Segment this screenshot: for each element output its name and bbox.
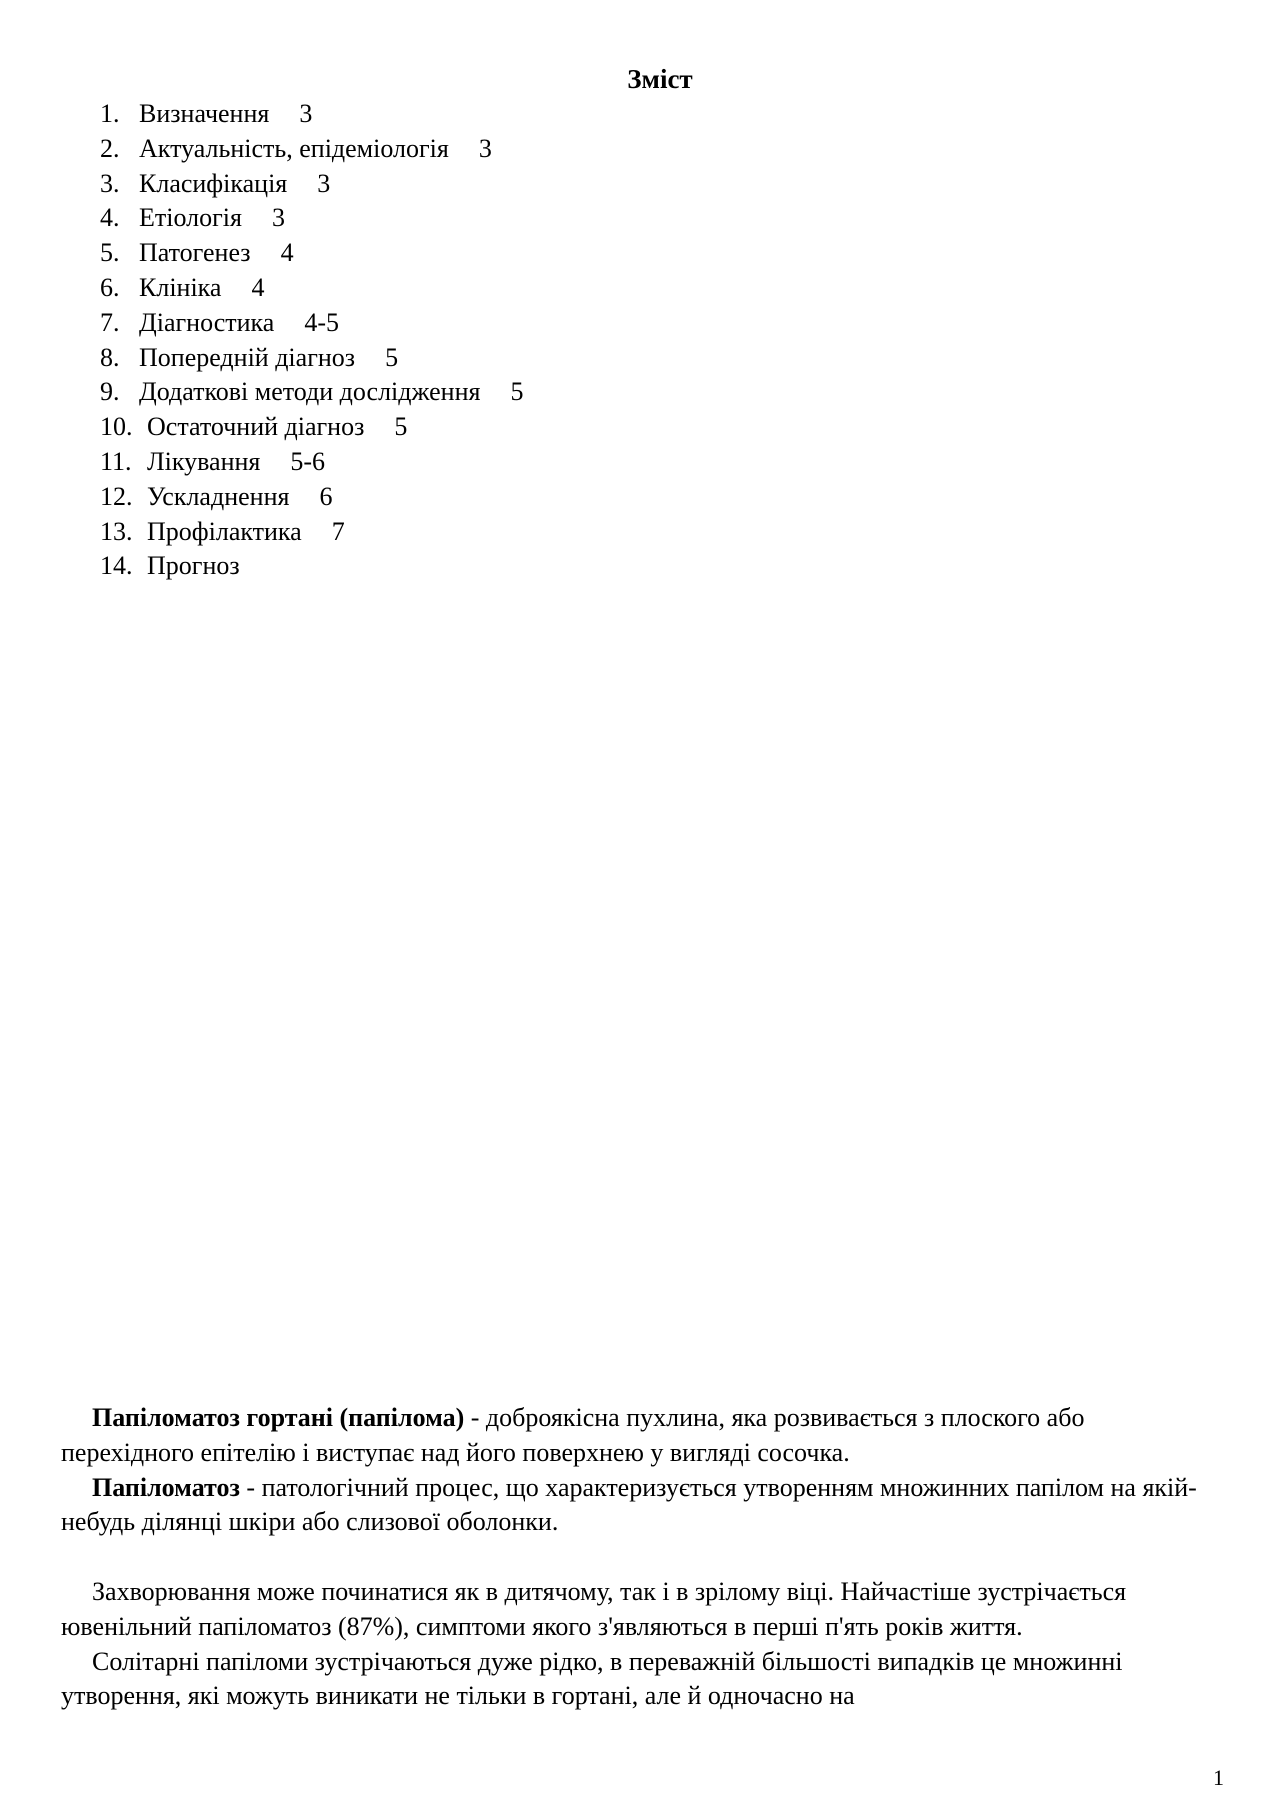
- paragraph-solitary-papillomas: Солітарні папіломи зустрічаються дуже рідко, в переважній більшості випадків це множинні утворення, які можуть виникати не тільки в гортані, але й одночасно на: [61, 1646, 1123, 1711]
- toc-item: [100, 306, 523, 341]
- toc-item-number: 3.: [100, 168, 120, 198]
- toc-item-number: 5.: [100, 238, 120, 268]
- toc-item-page: 3: [271, 203, 285, 233]
- toc-item-label: Визначення: [139, 99, 270, 128]
- paragraph-definition: [61, 1401, 1211, 1471]
- toc-item-page: 3: [299, 99, 313, 128]
- toc-item-number: 2.: [100, 133, 120, 163]
- toc-item-number: 6.: [100, 272, 120, 302]
- document-body: [61, 1401, 1211, 1714]
- toc-item: [100, 341, 523, 376]
- toc-item-page: 5: [385, 342, 399, 372]
- toc-item-label: Класифікація: [139, 168, 288, 198]
- toc-item-page: 7: [331, 516, 345, 546]
- toc-item-label: Остаточний діагноз: [147, 412, 365, 442]
- toc-item: [100, 97, 523, 132]
- toc-item-page: 5: [510, 377, 524, 407]
- toc-item-label: Попередній діагноз: [139, 342, 356, 372]
- toc-item: [100, 201, 523, 236]
- toc-item-number: 7.: [100, 307, 120, 337]
- term-papillomatosis: Папіломатоз: [92, 1472, 240, 1502]
- toc-item-label: Актуальність, епідеміологія: [139, 133, 449, 163]
- page-number: 1: [1213, 1765, 1224, 1790]
- toc-item-label: Лікування: [147, 446, 261, 476]
- toc-item-page: 5: [394, 412, 408, 442]
- papillomatosis-text: - патологічний процес, що характеризується утворенням множинних папілом на якій-небудь ділянці шкіри або слизової оболонки.: [61, 1472, 1197, 1537]
- toc-item-label: Ускладнення: [147, 481, 290, 511]
- toc-item-number: 11.: [100, 446, 132, 476]
- toc-item-page: 4-5: [304, 307, 339, 337]
- toc-item-number: 10.: [100, 412, 133, 442]
- toc-item: [100, 549, 523, 584]
- paragraph-epidemiology: Захворювання може починатися як в дитячому, так і в зрілому віці. Найчастіше зустрічається ювенільний папіломатоз (87%), симптоми якого з'являються в перші п'ять років життя.: [61, 1576, 1127, 1641]
- toc-item-page: 5-6: [290, 446, 326, 476]
- toc-item-number: 12.: [100, 481, 133, 511]
- toc-item: [100, 445, 523, 480]
- definition-text: - доброякісна пухлина, яка розвивається з плоского або перехідного епітелію і виступає над його поверхнею у вигляді сосочка.: [61, 1403, 1085, 1467]
- toc-item: [100, 167, 523, 202]
- toc-item-number: 9.: [100, 377, 120, 407]
- toc-item-number: 1.: [100, 99, 120, 128]
- toc-item-label: Патогенез: [139, 238, 251, 268]
- toc-item-label: Прогноз: [147, 551, 240, 581]
- toc-item-number: 13.: [100, 516, 133, 546]
- toc-item: [100, 515, 523, 550]
- toc-item: [100, 410, 523, 445]
- toc-item: [100, 480, 523, 515]
- toc-item-label: Діагностика: [139, 307, 275, 337]
- toc-item: [100, 271, 523, 306]
- toc-item-page: 4: [280, 238, 294, 268]
- toc-item: [100, 132, 523, 167]
- term-laryngeal-papillomatosis: Папіломатоз гортані (папілома): [92, 1403, 465, 1432]
- toc-item-page: 3: [317, 168, 331, 198]
- toc-item-label: Етіологія: [139, 203, 242, 233]
- table-of-contents: [100, 97, 523, 584]
- toc-item-number: 8.: [100, 342, 120, 372]
- toc-item: [100, 236, 523, 271]
- toc-item-number: 14.: [100, 551, 133, 581]
- paragraph-spacer: [61, 1540, 1211, 1575]
- toc-item-page: 3: [478, 133, 492, 163]
- toc-item-page: 6: [319, 481, 333, 511]
- toc-item-label: Додаткові методи дослідження: [139, 377, 481, 407]
- paragraph-papillomatosis: [61, 1471, 1211, 1541]
- toc-item-label: Клініка: [139, 272, 222, 302]
- toc-item-page: 4: [251, 272, 265, 302]
- toc-item-label: Профілактика: [147, 516, 302, 546]
- toc-item: [100, 375, 523, 410]
- toc-item-number: 4.: [100, 203, 120, 233]
- toc-title: Зміст: [627, 64, 693, 94]
